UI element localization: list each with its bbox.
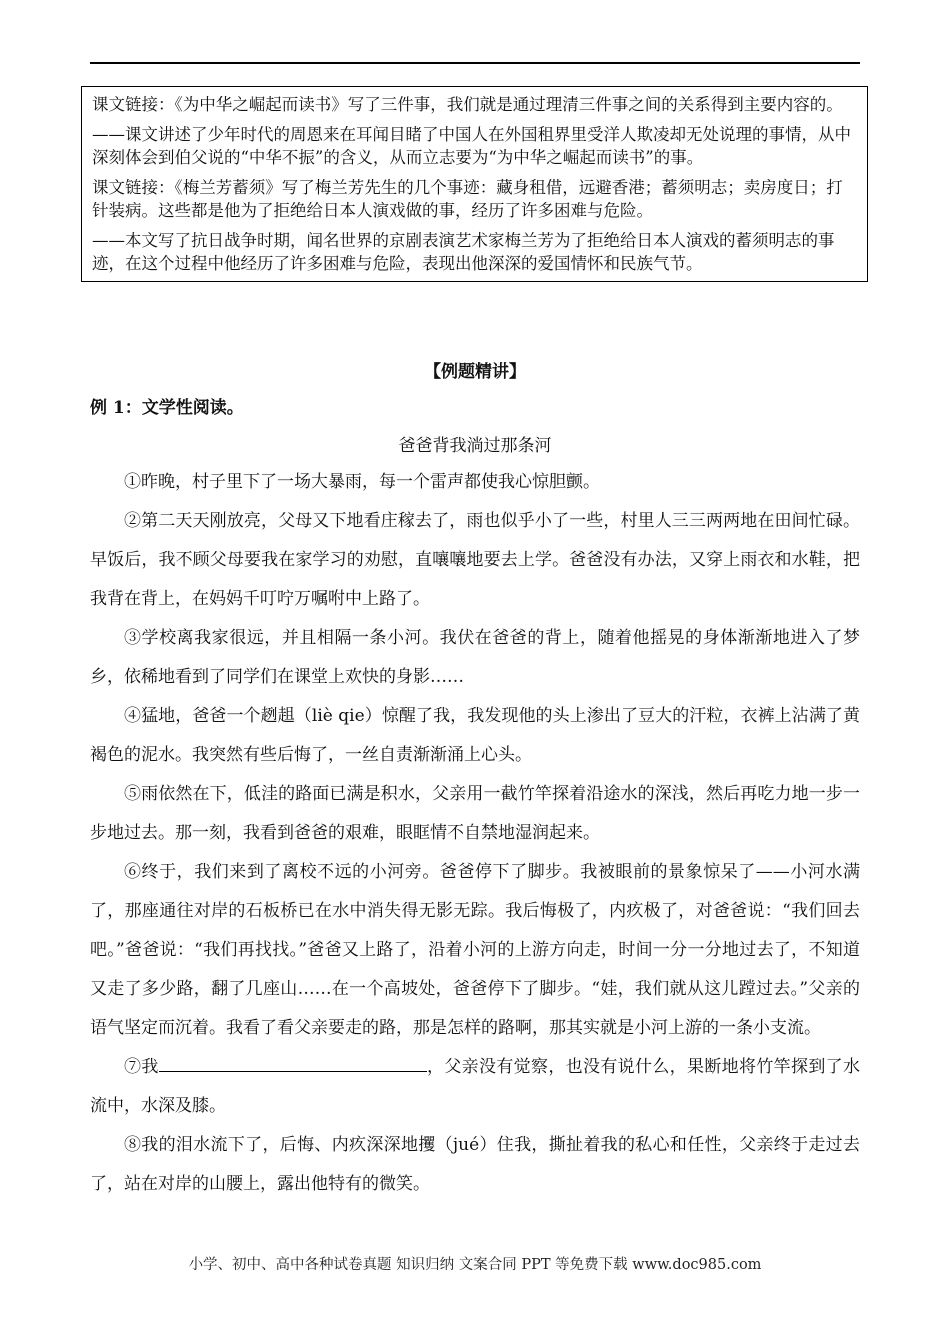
story-paragraph-7	[90, 1048, 860, 1126]
section-title: 【例题精讲】	[424, 362, 526, 382]
lesson-link-2: 课文链接：《梅兰芳蓄须》写了梅兰芳先生的几个事迹：藏身租借，远避香港；蓄须明志；卖房度日；打针装病。这些都是他为了拒绝给日本人演戏做的事，经历了许多困难与危险。	[92, 178, 843, 220]
story-paragraph-5: ⑤雨依然在下，低洼的路面已满是积水，父亲用一截竹竿探着沿途水的深浅，然后再吃力地一步一步地过去。那一刻，我看到爸爸的艰难，眼眶情不自禁地湿润起来。	[90, 784, 860, 843]
story-paragraph-2: ②第二天天刚放亮，父母又下地看庄稼去了，雨也似乎小了一些，村里人三三两两地在田间忙碌。早饭后，我不顾父母要我在家学习的劝慰，直嚷嚷地要去上学。爸爸没有办法，又穿上雨衣和水鞋，把我背在背上，在妈妈千叮咛万嘱咐中上路了。	[90, 511, 860, 609]
story-title: 爸爸背我淌过那条河	[398, 436, 552, 456]
header-rule	[90, 62, 860, 64]
story-paragraph-6: ⑥终于，我们来到了离校不远的小河旁。爸爸停下了脚步。我被眼前的景象惊呆了——小河水满了，那座通往对岸的石板桥已在水中消失得无影无踪。我后悔极了，内疚极了，对爸爸说：“我们回去吧。”爸爸说：“我们再找找。”爸爸又上路了，沿着小河的上游方向走，时间一分一分地过去了，不知道又走了多少路，翻了几座山……在一个高坡处，爸爸停下了脚步。“娃，我们就从这儿蹚过去。”父亲的语气坚定而沉着。我看了看父亲要走的路，那是怎样的路啊，那其实就是小河上游的一条小支流。	[90, 862, 860, 1038]
lesson-link-1: 课文链接：《为中华之崛起而读书》写了三件事，我们就是通过理清三件事之间的关系得到主要内容的。	[92, 95, 843, 114]
story-paragraph-3: ③学校离我家很远，并且相隔一条小河。我伏在爸爸的背上，随着他摇晃的身体渐渐地进入了梦乡，依稀地看到了同学们在课堂上欢快的身影……	[90, 628, 860, 687]
example-title: 例 1：文学性阅读。	[90, 398, 244, 418]
lesson-link-box	[81, 86, 868, 282]
paragraph-7-start: ⑦我	[124, 1057, 159, 1077]
footer-text: 小学、初中、高中各种试卷真题 知识归纳 文案合同 PPT 等免费下载 www.doc985.com	[188, 1257, 762, 1273]
story-paragraph-8: ⑧我的泪水流下了，后悔、内疚深深地攫（jué）住我，撕扯着我的私心和任性，父亲终于走过去了，站在对岸的山腰上，露出他特有的微笑。	[90, 1135, 860, 1194]
fill-in-blank[interactable]	[159, 1049, 427, 1072]
story-paragraph-4: ④猛地，爸爸一个趔趄（liè qie）惊醒了我，我发现他的头上渗出了豆大的汗粒，衣裤上沾满了黄褐色的泥水。我突然有些后悔了，一丝自责渐渐涌上心头。	[90, 706, 860, 765]
paragraph-7-end: ，父亲没有觉察，也没有说什么，果断地将竹竿探到了水流中，水深及膝。	[90, 1057, 861, 1116]
lesson-summary-1: ——课文讲述了少年时代的周恩来在耳闻目睹了中国人在外国租界里受洋人欺凌却无处说理的事情，从中深刻体会到伯父说的“中华不振”的含义，从而立志要为“为中华之崛起而读书”的事。	[92, 125, 851, 167]
lesson-summary-2: ——本文写了抗日战争时期，闻名世界的京剧表演艺术家梅兰芳为了拒绝给日本人演戏的蓄须明志的事迹，在这个过程中他经历了许多困难与危险，表现出他深深的爱国情怀和民族气节。	[92, 231, 835, 273]
story-body	[90, 463, 860, 1204]
story-paragraph-1: ①昨晚，村子里下了一场大暴雨，每一个雷声都使我心惊胆颤。	[124, 472, 600, 492]
